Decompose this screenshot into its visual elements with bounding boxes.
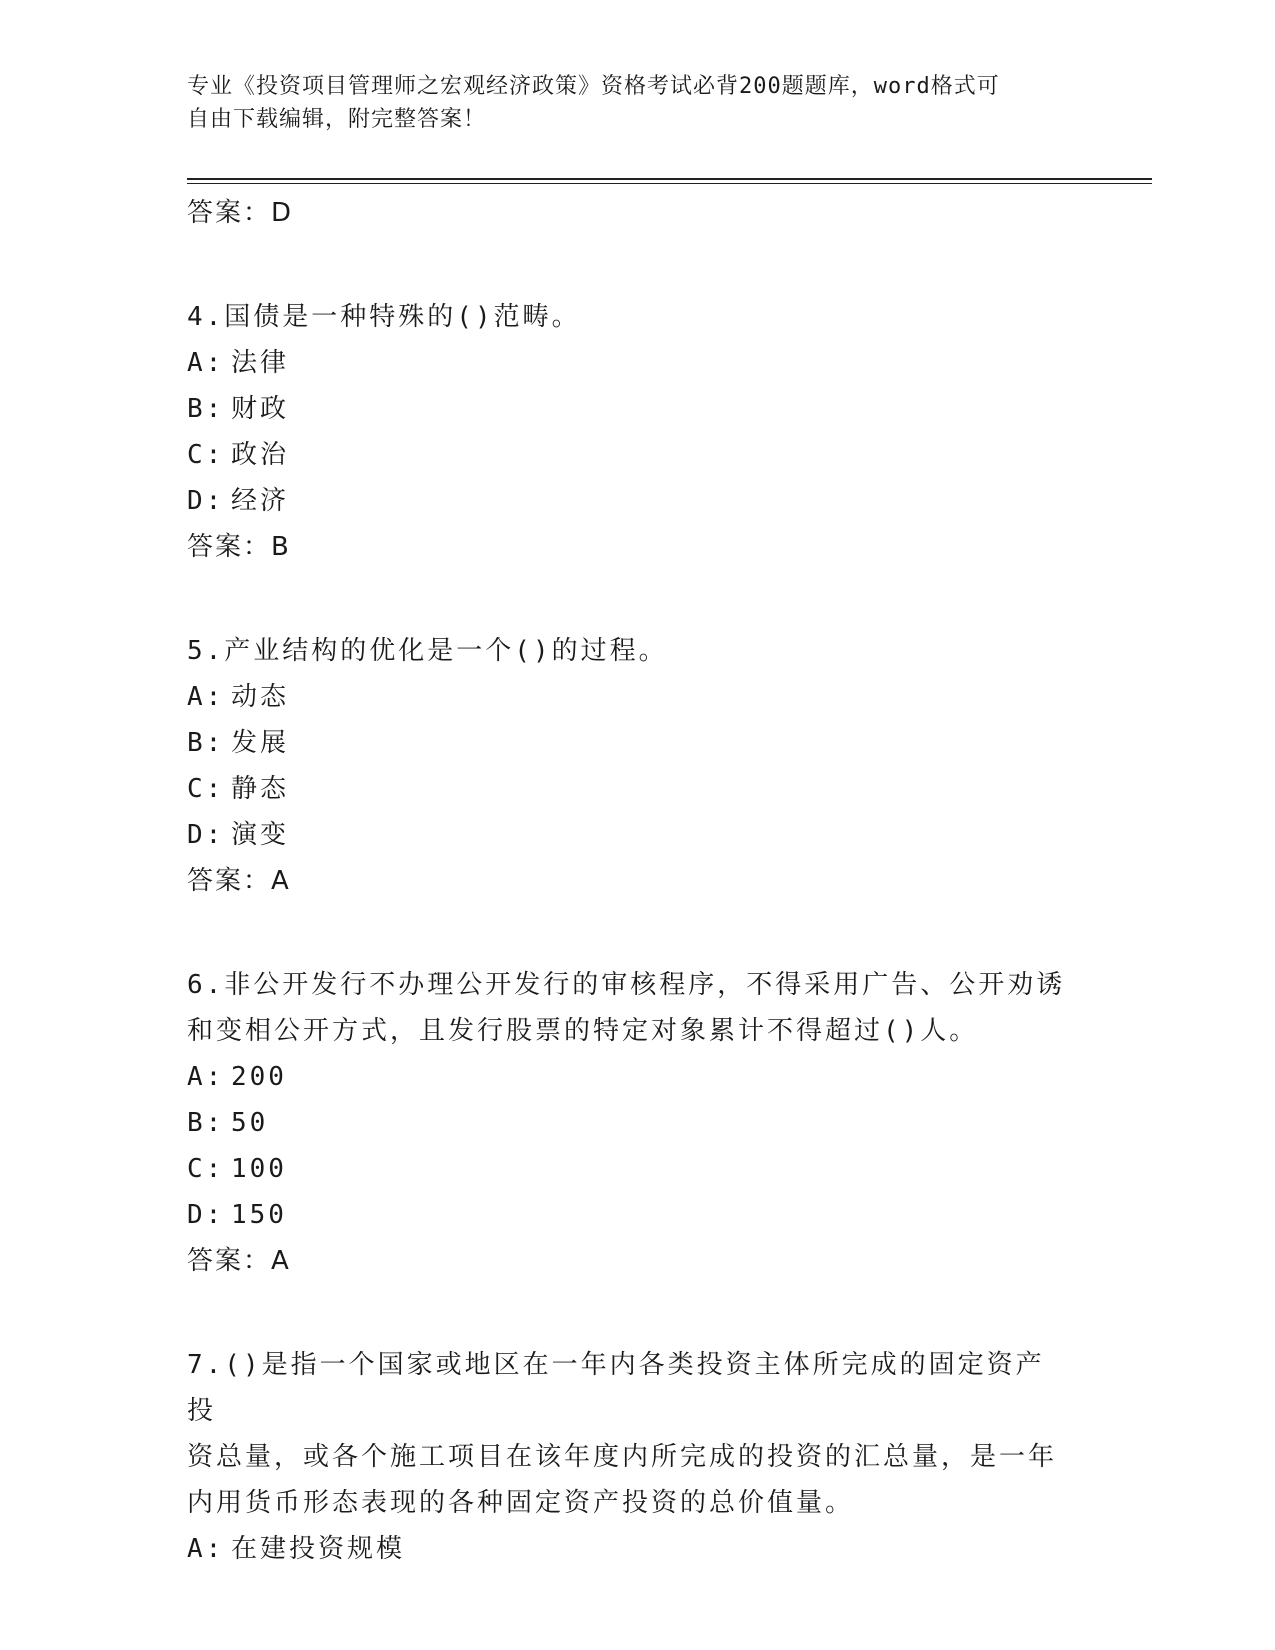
question-stem: 5.产业结构的优化是一个()的过程。 <box>187 636 668 666</box>
option-text: 政治 <box>231 440 290 470</box>
option-d <box>187 478 1067 524</box>
question-stem-line: 7.()是指一个国家或地区在一年内各类投资主体所完成的固定资产投 <box>187 1350 1045 1426</box>
option-text: 演变 <box>231 820 290 850</box>
option-text: 法律 <box>231 348 290 378</box>
answer: 答案：A <box>187 1246 291 1276</box>
question-list <box>187 190 1067 1572</box>
spacer <box>187 1284 1067 1342</box>
option-label: A: <box>187 1062 225 1092</box>
option-b <box>187 1100 1067 1146</box>
option-d <box>187 1192 1067 1238</box>
option-label: D: <box>187 1200 225 1230</box>
option-a <box>187 674 1067 720</box>
option-label: B: <box>187 728 225 758</box>
option-label: C: <box>187 774 225 804</box>
question-stem-line: 资总量，或各个施工项目在该年度内所完成的投资的汇总量，是一年 <box>187 1442 1058 1472</box>
question-6 <box>187 962 1067 1284</box>
option-text: 发展 <box>231 728 290 758</box>
option-b <box>187 386 1067 432</box>
answer: 答案：B <box>187 532 291 562</box>
option-label: C: <box>187 1154 225 1184</box>
answer: 答案：A <box>187 866 291 896</box>
spacer <box>187 236 1067 294</box>
option-text: 经济 <box>231 486 290 516</box>
option-a <box>187 1526 1067 1572</box>
option-text: 200 <box>231 1062 287 1092</box>
option-c <box>187 766 1067 812</box>
option-text: 静态 <box>231 774 290 804</box>
option-c <box>187 1146 1067 1192</box>
question-stem-line: 和变相公开方式，且发行股票的特定对象累计不得超过()人。 <box>187 1016 979 1046</box>
intro-line-2: 自由下载编辑，附完整答案！ <box>187 107 487 132</box>
header-divider-thick <box>187 178 1152 180</box>
question-stem: 4.国债是一种特殊的()范畴。 <box>187 302 581 332</box>
spacer <box>187 904 1067 962</box>
option-text: 150 <box>231 1200 287 1230</box>
intro-line-1: 专业《投资项目管理师之宏观经济政策》资格考试必背200题题库，word格式可 <box>187 74 1000 99</box>
option-text: 财政 <box>231 394 290 424</box>
question-7 <box>187 1342 1067 1572</box>
document-header <box>187 70 1067 136</box>
question-stem-line: 内用货币形态表现的各种固定资产投资的总价值量。 <box>187 1488 855 1518</box>
option-text: 50 <box>231 1108 269 1138</box>
question-4 <box>187 294 1067 570</box>
option-text: 在建投资规模 <box>231 1534 406 1564</box>
option-label: D: <box>187 820 225 850</box>
header-divider-thin <box>187 183 1152 184</box>
option-text: 100 <box>231 1154 287 1184</box>
previous-answer: 答案：D <box>187 198 294 228</box>
option-label: A: <box>187 1534 225 1564</box>
option-a <box>187 340 1067 386</box>
option-label: D: <box>187 486 225 516</box>
option-label: C: <box>187 440 225 470</box>
option-d <box>187 812 1067 858</box>
option-a <box>187 1054 1067 1100</box>
option-c <box>187 432 1067 478</box>
option-label: A: <box>187 682 225 712</box>
question-stem-line: 6.非公开发行不办理公开发行的审核程序，不得采用广告、公开劝诱 <box>187 970 1066 1000</box>
option-b <box>187 720 1067 766</box>
option-label: A: <box>187 348 225 378</box>
option-text: 动态 <box>231 682 290 712</box>
question-5 <box>187 628 1067 904</box>
option-label: B: <box>187 394 225 424</box>
spacer <box>187 570 1067 628</box>
option-label: B: <box>187 1108 225 1138</box>
